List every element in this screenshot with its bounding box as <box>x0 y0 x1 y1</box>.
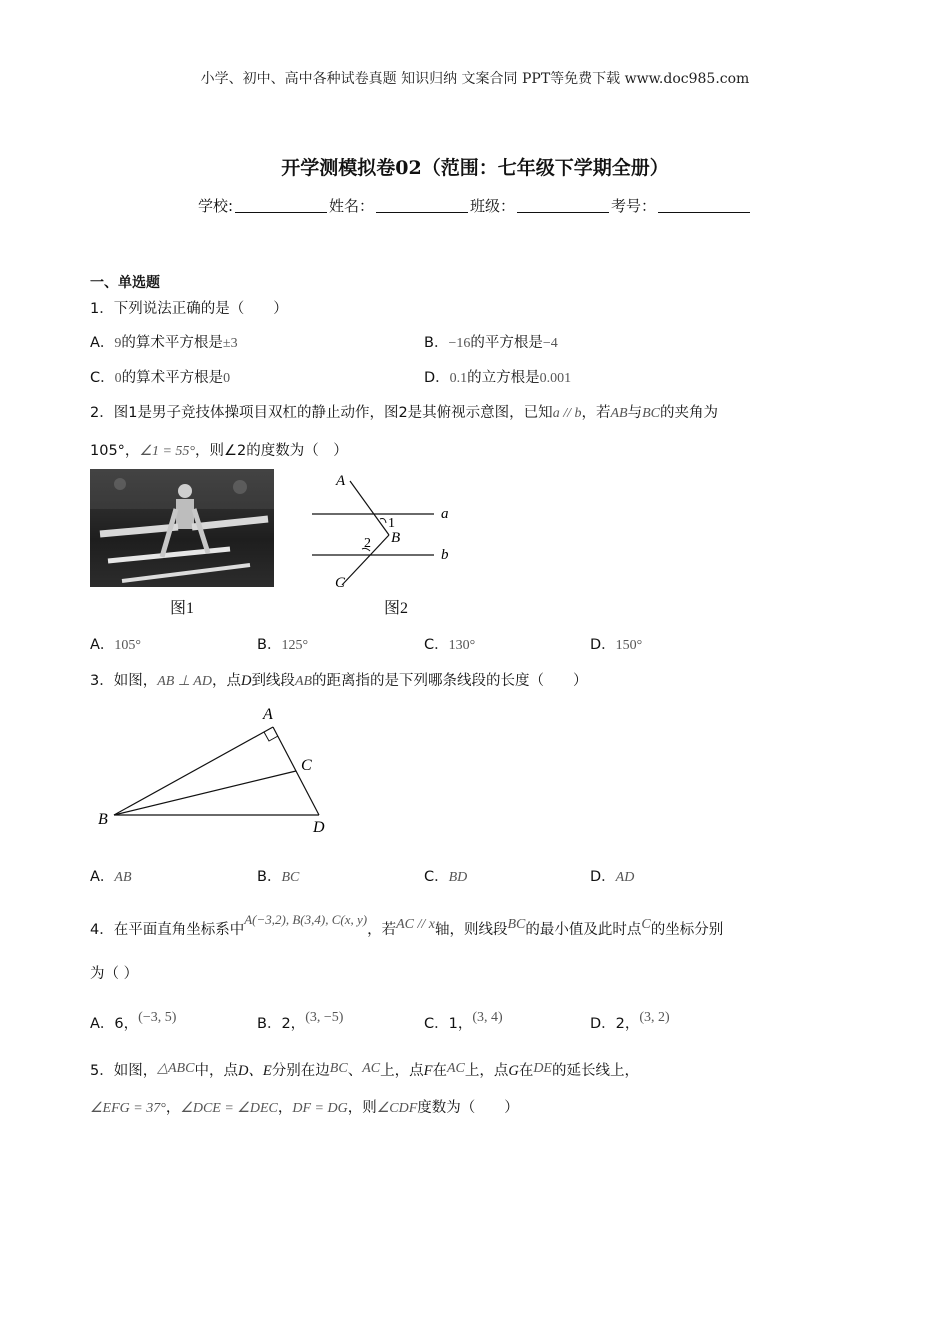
q3-option-d: D．AD <box>590 869 635 885</box>
label-angle2: 2 <box>364 536 371 551</box>
label-C: C <box>301 757 312 774</box>
q1-stem: 1．下列说法正确的是（ ） <box>90 301 288 317</box>
q4-option-c: C．1，(3, 4) <box>424 1010 503 1032</box>
q4-option-d: D．2，(3, 2) <box>590 1010 670 1032</box>
q1-option-a: A．9的算术平方根是±3 <box>90 335 238 351</box>
q4-option-b: B．2，(3, −5) <box>257 1010 344 1032</box>
q3-stem: 3．如图，AB ⊥ AD，点D到线段AB的距离指的是下列哪条线段的长度（ ） <box>90 673 588 689</box>
q2-stem-line1: 2．图1是男子竞技体操项目双杠的静止动作，图2是其俯视示意图，已知a // b，若AB与BC的夹角为 <box>90 405 718 421</box>
q4-stem-line2: 为（ ） <box>90 966 139 982</box>
segment-bc <box>114 771 296 815</box>
q1-option-c: C．0的算术平方根是0 <box>90 370 231 386</box>
page-header: 小学、初中、高中各种试卷真题 知识归纳 文案合同 PPT等免费下载 www.doc985.com <box>200 71 750 87</box>
q1-option-d: D．0.1的立方根是0.001 <box>424 370 572 386</box>
q2-stem-line2: 105°，∠1 = 55°，则∠2的度数为（ ） <box>90 443 348 459</box>
label-angle1: 1 <box>388 516 395 531</box>
q2-option-b: B．125° <box>257 637 309 653</box>
q3-option-c: C．BD <box>424 869 468 885</box>
q5-stem-line1: 5．如图，△ABC中，点D、E分别在边BC、AC上，点F在AC上，点G在DE的延长线上， <box>90 1061 639 1079</box>
school-label: 学校: <box>197 197 233 215</box>
q5-stem-line2: ∠EFG = 37°，∠DCE = ∠DEC，DF = DG，则∠CDF度数为（ ） <box>90 1100 519 1116</box>
q2-option-c: C．130° <box>424 637 476 653</box>
label-A: A <box>263 706 273 723</box>
student-info-line <box>0 195 950 216</box>
section-heading: 一、单选题 <box>90 275 160 291</box>
figure2-caption: 图2 <box>384 600 409 617</box>
school-blank <box>235 198 327 213</box>
q4-option-a: A．6，(−3, 5) <box>90 1010 177 1032</box>
figure1-caption: 图1 <box>170 600 195 617</box>
q2-option-d: D．150° <box>590 637 643 653</box>
label-a: a <box>441 506 449 522</box>
label-A: A <box>336 473 346 489</box>
q1-option-b: B．−16的平方根是−4 <box>424 335 558 351</box>
q3-option-b: B．BC <box>257 869 300 885</box>
name-label: 姓名： <box>329 197 375 215</box>
label-B: B <box>391 530 401 546</box>
label-b: b <box>441 547 449 563</box>
parallel-lines-diagram <box>300 467 470 592</box>
q4-stem-line1: 4．在平面直角坐标系中A(−3,2), B(3,4), C(x, y)，若AC // x轴，则线段BC的最小值及此时点C的坐标分别 <box>90 912 724 938</box>
exam-title: 开学测模拟卷02（范围：七年级下学期全册） <box>281 157 669 179</box>
number-label: 考号： <box>611 197 657 215</box>
triangle-diagram <box>92 703 342 838</box>
number-blank <box>658 198 750 213</box>
label-B: B <box>98 811 108 828</box>
label-C: C <box>335 575 346 591</box>
q3-option-a: A．AB <box>90 869 132 885</box>
segment-ab <box>350 481 389 535</box>
name-blank <box>376 198 468 213</box>
gymnast-photo-drawing <box>90 469 274 587</box>
gymnast-photo <box>90 469 274 587</box>
class-blank <box>517 198 609 213</box>
q2-option-a: A．105° <box>90 637 142 653</box>
label-D: D <box>313 819 325 836</box>
segment-ba <box>114 727 273 815</box>
angle1-arc <box>380 519 386 524</box>
class-label: 班级： <box>470 197 516 215</box>
